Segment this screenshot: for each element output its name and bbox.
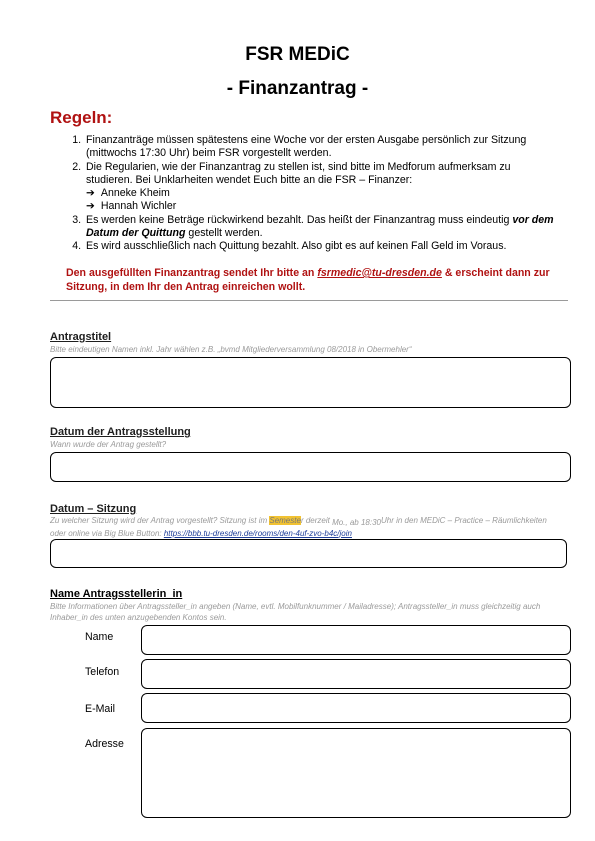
email-field[interactable] [141,693,571,723]
name-field-label: Name [85,631,114,643]
arrow-right-icon: ➔ [86,187,95,200]
antragsteller-label: Name Antragsstellerin_in [50,588,183,600]
datum-antrag-input[interactable] [50,452,571,482]
section-divider [50,300,568,301]
finanzer-name: Anneke Kheim [100,187,170,200]
hint-highlight: Semeste [269,516,301,525]
datum-sitzung-hint [50,516,550,539]
datum-antrag-label: Datum der Antragsstellung [50,426,191,438]
document-title: FSR MEDiC [245,44,350,65]
datum-sitzung-input[interactable] [50,539,567,568]
document-subtitle: - Finanzantrag - [226,78,369,99]
antragstitel-input[interactable] [50,357,571,408]
rule-item: 4. Es wird ausschließlich nach Quittung bezahlt. Also gibt es auf keinen Fall Geld im Voraus. [84,240,554,253]
datum-sitzung-label: Datum – Sitzung [50,503,137,515]
hint-text: r derzeit [300,516,333,525]
arrow-right-icon: ➔ [86,200,95,213]
rule-text: Die Regularien, wie der Finanzantrag zu stellen ist, sind bitte im Medforum aufmerksam zu studieren. Bei Unklarheiten wendet Euch bitte an die FSR – Finanzer: [86,160,511,186]
finanzer-entry [86,187,554,200]
antragstitel-label: Antragstitel [50,331,112,343]
telefon-field[interactable] [141,659,571,689]
submission-notice [66,266,556,294]
rule-text-end: gestellt werden. [188,227,263,240]
notice-text: Den ausgefüllten Finanzantrag sendet Ihr bitte an [66,267,318,279]
adresse-field[interactable] [141,728,571,818]
rule-item [84,214,554,241]
rule-emphasis: vor dem Datum der Quittung [86,213,554,240]
email-link[interactable]: fsrmedic@tu-dresden.de [317,267,442,279]
rule-text: Es werden keine Beträge rückwirkend bezahlt. Das heißt der Finanzantrag muss eindeutig [86,213,510,226]
name-field[interactable] [141,625,571,655]
antragstitel-hint: Bitte eindeutigen Namen inkl. Jahr wählen z.B. „bvmd Mitgliederversammlung 08/2018 in Obermehler“ [50,345,412,354]
antragsteller-hint: Bitte Informationen über Antragssteller_in angeben (Name, evtl. Mobilfunknummer / Mailadresse); Antragssteller_in muss gleichzeitig auch Inhaber_in des unten anzugebenden Kontos sein. [50,602,541,622]
rule-item [84,161,554,214]
bbb-link[interactable]: https://bbb.tu-dresden.de/rooms/den-4uf-zvo-b4c/join [163,528,352,538]
notice-text-end: & erscheint dann zur Sitzung, in dem Ihr den Antrag einreichen wollt. [66,267,550,293]
hint-text: Uhr in den MEDiC – Practice – Räumlichkeiten oder online via Big Blue Button: [50,516,547,538]
hint-time: Mo., ab 18:30 [332,518,381,527]
rules-heading: Regeln: [50,108,113,127]
rule-item: 1. Finanzanträge müssen spätestens eine Woche vor der ersten Ausgabe persönlich zur Sitzung (mittwochs 17:30 Uhr) beim FSR vorgestellt werden. [84,134,554,161]
finanzer-name: Hannah Wichler [100,200,177,213]
email-field-label: E-Mail [85,703,116,715]
datum-antrag-hint: Wann wurde der Antrag gestellt? [50,440,167,449]
rules-list [66,134,554,254]
finanzer-entry [86,200,554,213]
hint-text: Zu welcher Sitzung wird der Antrag vorgestellt? Sitzung ist im [50,516,270,525]
telefon-field-label: Telefon [85,666,120,678]
adresse-field-label: Adresse [85,738,124,750]
